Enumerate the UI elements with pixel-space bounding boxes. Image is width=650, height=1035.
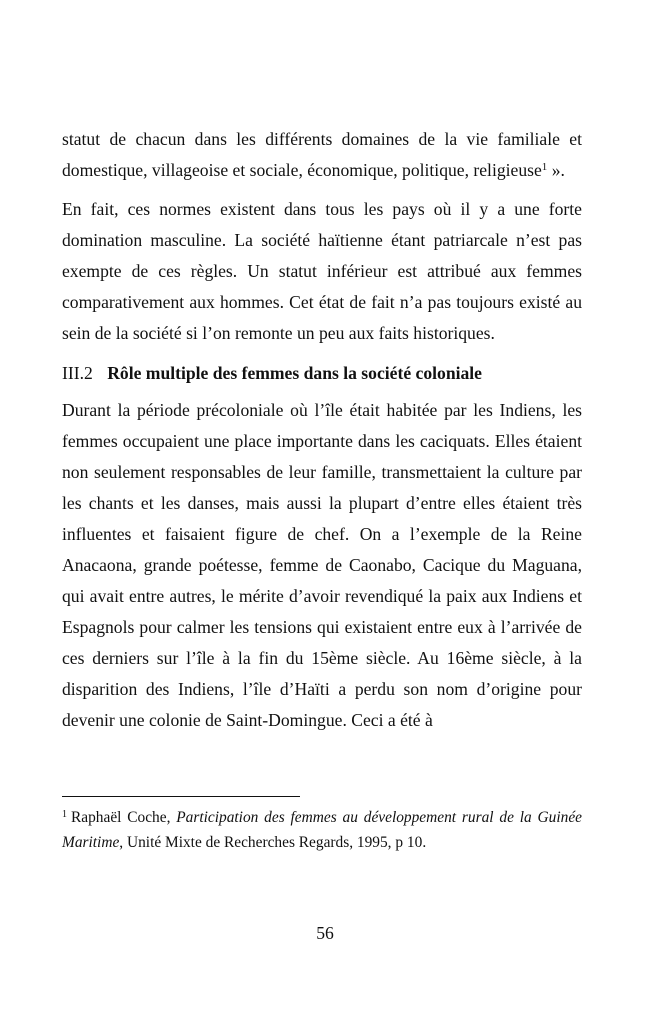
- footnote-work-title: Participation des femmes au développement rural de la Guinée Maritime: [62, 809, 582, 851]
- footnote-separator: [62, 796, 300, 797]
- paragraph-2: En fait, ces normes existent dans tous les pays où il y a une forte domination masculine. La société haïtienne étant patriarcale n’est pas exempte de ces règles. Un statut inférieur est attribué aux femmes comparativement aux hommes. Cet état de fait n’a pas toujours existé au sein de la société si l’on remonte un peu aux faits historiques.: [62, 199, 582, 343]
- section-number: III.2: [62, 363, 93, 383]
- footnote-reference[interactable]: 1: [541, 161, 548, 173]
- footnote-author: Raphaël Coche,: [71, 809, 177, 826]
- footnote-marker: 1: [62, 809, 67, 820]
- paragraph-1: [62, 124, 582, 186]
- section-title: Rôle multiple des femmes dans la société coloniale: [107, 363, 482, 383]
- page-body: [62, 124, 582, 736]
- footnote: [62, 805, 582, 855]
- footnote-details: , Unité Mixte de Recherches Regards, 1995, p 10.: [119, 834, 427, 851]
- page-number: 56: [316, 923, 334, 943]
- section-heading: [62, 359, 582, 387]
- paragraph-3: Durant la période précoloniale où l’île était habitée par les Indiens, les femmes occupaient une place importante dans les caciquats. Elles étaient non seulement responsables de leur famille, transmettaient la culture par les chants et les danses, mais aussi la plupart d’entre elles étaient très influentes et faisaient figure de chef. On a l’exemple de la Reine Anacaona, grande poétesse, femme de Caonabo, Cacique du Maguana, qui avait entre autres, le mérite d’avoir revendiqué la paix aux Indiens et Espagnols pour calmer les tensions qui existaient entre eux à l’arrivée de ces derniers sur l’île à la fin du 15ème siècle. Au 16ème siècle, à la disparition des Indiens, l’île d’Haïti a perdu son nom d’origine pour devenir une colonie de Saint-Domingue. Ceci a été à: [62, 400, 582, 730]
- paragraph-1-tail: ».: [547, 160, 565, 180]
- paragraph-1-text: statut de chacun dans les différents domaines de la vie familiale et domestique, villageoise et sociale, économique, politique, religieuse: [62, 129, 582, 180]
